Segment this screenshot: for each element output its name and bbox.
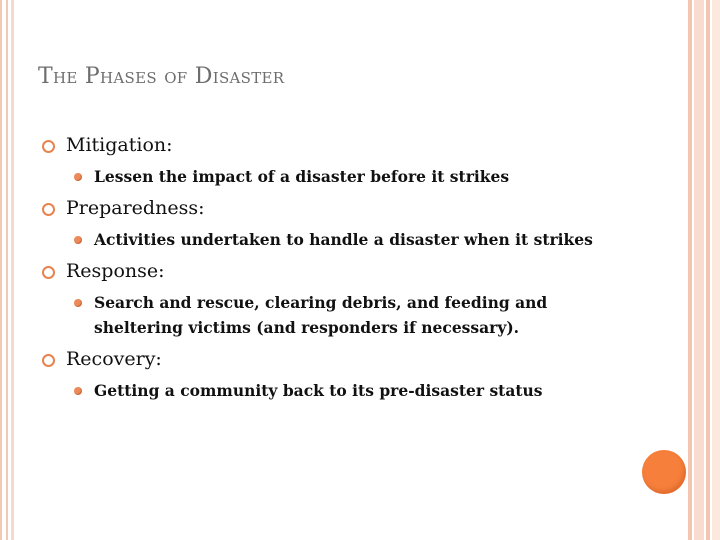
right-decorative-stripe <box>688 0 692 540</box>
phase-detail <box>40 290 620 340</box>
phase-heading-text: Preparedness: <box>66 197 205 219</box>
phase-detail <box>40 378 620 403</box>
ring-bullet-icon <box>42 354 55 367</box>
decorative-circle-icon <box>642 450 686 494</box>
left-border-line <box>11 0 14 540</box>
phase-detail-text: Search and rescue, clearing debris, and feeding and sheltering victims (and responders if necessary). <box>94 293 548 337</box>
right-decorative-stripe <box>712 0 720 540</box>
phase-heading <box>40 132 620 158</box>
phase-detail-text: Lessen the impact of a disaster before it strikes <box>94 167 510 186</box>
left-border-line <box>0 0 2 540</box>
phase-detail-text: Activities undertaken to handle a disaster when it strikes <box>94 230 593 249</box>
ring-bullet-icon <box>42 266 55 279</box>
dot-bullet-icon <box>74 299 82 307</box>
phase-detail <box>40 227 620 252</box>
phase-heading <box>40 258 620 284</box>
phase-heading <box>40 346 620 372</box>
left-border-line <box>6 0 8 540</box>
dot-bullet-icon <box>74 387 82 395</box>
ring-bullet-icon <box>42 140 55 153</box>
phase-detail-text: Getting a community back to its pre-disaster status <box>94 381 543 400</box>
phase-heading-text: Response: <box>66 260 165 282</box>
phase-detail <box>40 164 620 189</box>
phase-heading <box>40 195 620 221</box>
ring-bullet-icon <box>42 203 55 216</box>
phase-heading-text: Recovery: <box>66 348 162 370</box>
right-decorative-stripe <box>706 0 710 540</box>
dot-bullet-icon <box>74 236 82 244</box>
right-decorative-stripe <box>694 0 704 540</box>
dot-bullet-icon <box>74 173 82 181</box>
slide-title: The Phases of Disaster <box>38 64 285 89</box>
phase-heading-text: Mitigation: <box>66 134 173 156</box>
bullet-list <box>40 132 620 409</box>
